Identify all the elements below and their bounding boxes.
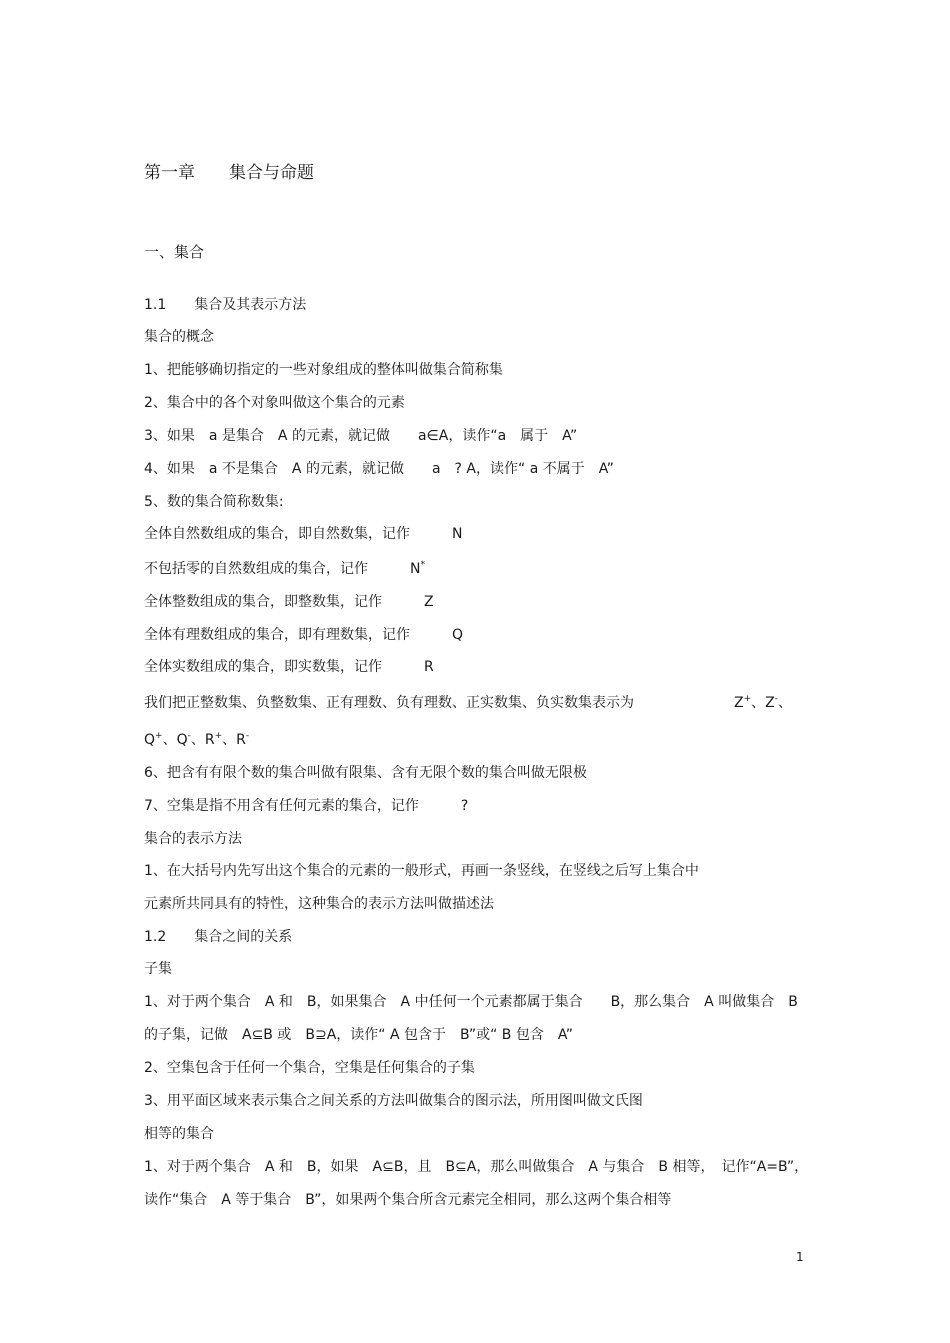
symbol: 、R	[190, 732, 215, 748]
paragraph: 元素所共同具有的特性，这种集合的表示方法叫做描述法	[144, 896, 494, 912]
paragraph: 1、对于两个集合 A 和 B，如果集合 A 中任何一个元素都属于集合 B，那么集合 A 叫做集合 B	[144, 994, 798, 1010]
text: 不包括零的自然数组成的集合，记作 N	[144, 561, 421, 577]
symbol: 、Q	[162, 732, 188, 748]
paragraph: 全体有理数组成的集合，即有理数集，记作 Q	[144, 627, 464, 643]
paragraph: 2、空集包含于任何一个集合，空集是任何集合的子集	[144, 1060, 475, 1076]
paragraph: 3、如果 a 是集合 A 的元素，就记做 a∈A，读作“a 属于 A”	[144, 428, 578, 444]
paragraph: 1、把能够确切指定的一些对象组成的整体叫做集合简称集	[144, 362, 503, 378]
paragraph: 的子集，记做 A⊆B 或 B⊇A，读作“ A 包含于 B”或“ B 包含 A”	[144, 1027, 573, 1043]
symbol: Z	[734, 695, 744, 711]
paragraph: 7、空集是指不用含有任何元素的集合，记作 ?	[144, 798, 469, 814]
symbol: 、R	[222, 732, 246, 748]
superscript: +	[214, 731, 223, 741]
superscript: -	[245, 731, 250, 741]
paragraph	[144, 560, 425, 578]
paragraph: 全体实数组成的集合，即实数集，记作 R	[144, 659, 434, 675]
superscript: -	[187, 731, 191, 741]
paragraph: 1、在大括号内先写出这个集合的元素的一般形式，再画一条竖线，在竖线之后写上集合中	[144, 863, 699, 879]
paragraph: 1、对于两个集合 A 和 B，如果 A⊆B，且 B⊆A，那么叫做集合 A 与集合 B 相等， 记作“A=B”，	[144, 1159, 809, 1175]
paragraph: 2、集合中的各个对象叫做这个集合的元素	[144, 395, 405, 411]
repr-heading: 集合的表示方法	[144, 831, 242, 847]
paragraph: 全体自然数组成的集合，即自然数集，记作 N	[144, 526, 463, 542]
set-symbols	[144, 731, 249, 749]
paragraph: 我们把正整数集、负整数集、正有理数、负有理数、正实数集、负实数集表示为	[144, 695, 634, 711]
paragraph: 全体整数组成的集合，即整数集，记作 Z	[144, 594, 434, 610]
superscript: +	[155, 731, 163, 741]
superscript: +	[743, 694, 752, 704]
subsection-heading: 1.1 集合及其表示方法	[144, 297, 307, 313]
symbol: Q	[144, 732, 156, 748]
symbol: 、Z	[751, 695, 775, 711]
superscript: *	[420, 560, 425, 570]
page-number: 1	[796, 1250, 804, 1264]
concept-heading: 集合的概念	[144, 329, 214, 345]
paragraph: 6、把含有有限个数的集合叫做有限集、含有无限个数的集合叫做无限极	[144, 765, 587, 781]
subsection-heading: 1.2 集合之间的关系	[144, 929, 293, 945]
symbol: 、	[777, 695, 792, 711]
set-symbols	[734, 694, 792, 712]
paragraph: 4、如果 a 不是集合 A 的元素，就记做 a ? A，读作“ a 不属于 A”	[144, 461, 614, 477]
superscript: -	[774, 694, 778, 704]
equal-heading: 相等的集合	[144, 1126, 214, 1142]
section-title: 一、集合	[144, 243, 205, 261]
paragraph: 5、数的集合简称数集:	[144, 494, 284, 510]
paragraph: 3、用平面区域来表示集合之间关系的方法叫做集合的图示法，所用图叫做文氏图	[144, 1093, 643, 1109]
subset-heading: 子集	[144, 961, 172, 977]
paragraph: 读作“集合 A 等于集合 B”，如果两个集合所含元素完全相同，那么这两个集合相等	[144, 1192, 672, 1208]
chapter-title: 第一章 集合与命题	[144, 163, 314, 183]
